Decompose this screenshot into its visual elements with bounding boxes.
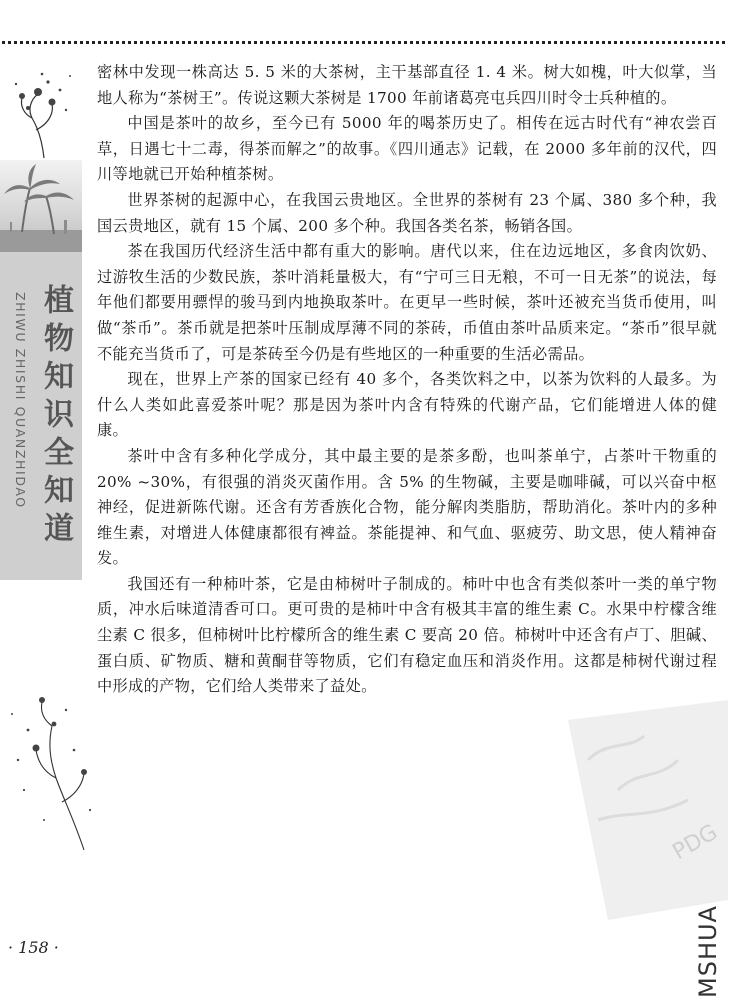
body-text bbox=[97, 60, 717, 700]
paragraph: 密林中发现一株高达 5. 5 米的大茶树，主干基部直径 1. 4 米。树大如槐，叶大似掌，当地人称为“茶树王”。传说这颗大茶树是 1700 年前诸葛亮屯兵四川时令士兵种植的。 bbox=[97, 63, 717, 107]
watermark-text: PDG bbox=[668, 819, 722, 866]
paragraph: 我国还有一种柿叶茶，它是由柿树叶子制成的。柿叶中也含有类似茶叶一类的单宁物质，冲水后味道清香可口。更可贵的是柿叶中含有极其丰富的维生素 C。水果中柠檬含维尘素 C 很多，但柿树叶比柠檬所含的维生素 C 要高 20 倍。柿树叶中还含有卢丁、胆碱、蛋白质、矿物质、糖和黄酮苷等物质，它们有稳定血压和消炎作用。这都是柿树代谢过程中形成的产物，它们给人类带来了益处。 bbox=[97, 574, 717, 696]
floral-ornament-bottom bbox=[4, 690, 96, 860]
paragraph: 茶在我国历代经济生活中都有重大的影响。唐代以来，住在边远地区，多食肉饮奶、过游牧生活的少数民族，茶叶消耗量极大，有“宁可三日无粮，不可一日无茶”的说法，每年他们都要用骠悍的骏马到内地换取茶叶。在更早一些时候，茶叶还被充当货币使用，叫做“茶币”。茶币就是把茶叶压制成厚薄不同的茶砖，币值由茶叶品质来定。“茶币”很早就不能充当货币了，可是茶砖至今仍是有些地区的一种重要的生活必需品。 bbox=[97, 242, 717, 363]
top-dotted-rule bbox=[2, 41, 725, 44]
side-series-title: 植物知识全知道 bbox=[38, 284, 73, 550]
side-series-latin: ZHIWU ZHISHI QUANZHIDAO bbox=[13, 292, 28, 509]
paragraph: 茶叶中含有多种化学成分，其中最主要的是茶多酚，也叫茶单宁，占茶叶干物重的 20% ~30%，有很强的消炎灭菌作用。含 5% 的生物碱，主要是咖啡碱，可以兴奋中枢神经，促进新陈代谢。还含有芳香族化合物，能分解肉类脂肪，帮助消化。茶叶内的多种维生素，对增进人体健康都很有裨益。茶能提神、和气血、驱疲劳、助文思，使人精神奋发。 bbox=[97, 446, 717, 568]
site-watermark: MSHUA bbox=[694, 905, 722, 998]
palm-tree-photo bbox=[0, 160, 82, 252]
paragraph: 中国是茶叶的故乡，至今已有 5000 年的喝茶历史了。相传在远古时代有“神农尝百草，日遇七十二毒，得茶而解之”的故事。《四川通志》记载，在 2000 多年前的汉代，四川等地就已开始种植茶树。 bbox=[97, 114, 717, 184]
floral-ornament-top bbox=[8, 70, 82, 160]
paragraph: 世界茶树的起源中心，在我国云贵地区。全世界的茶树有 23 个属、380 多个种，我国云贵地区，就有 15 个属、200 多个种。我国各类名茶，畅销各国。 bbox=[97, 190, 717, 235]
page-number: · 158 · bbox=[8, 938, 59, 957]
paragraph: 现在，世界上产茶的国家已经有 40 多个，各类饮料之中，以茶为饮料的人最多。为什么人类如此喜爱茶叶呢？那是因为茶叶内含有特殊的代谢产品，它们能增进人体的健康。 bbox=[97, 370, 717, 440]
